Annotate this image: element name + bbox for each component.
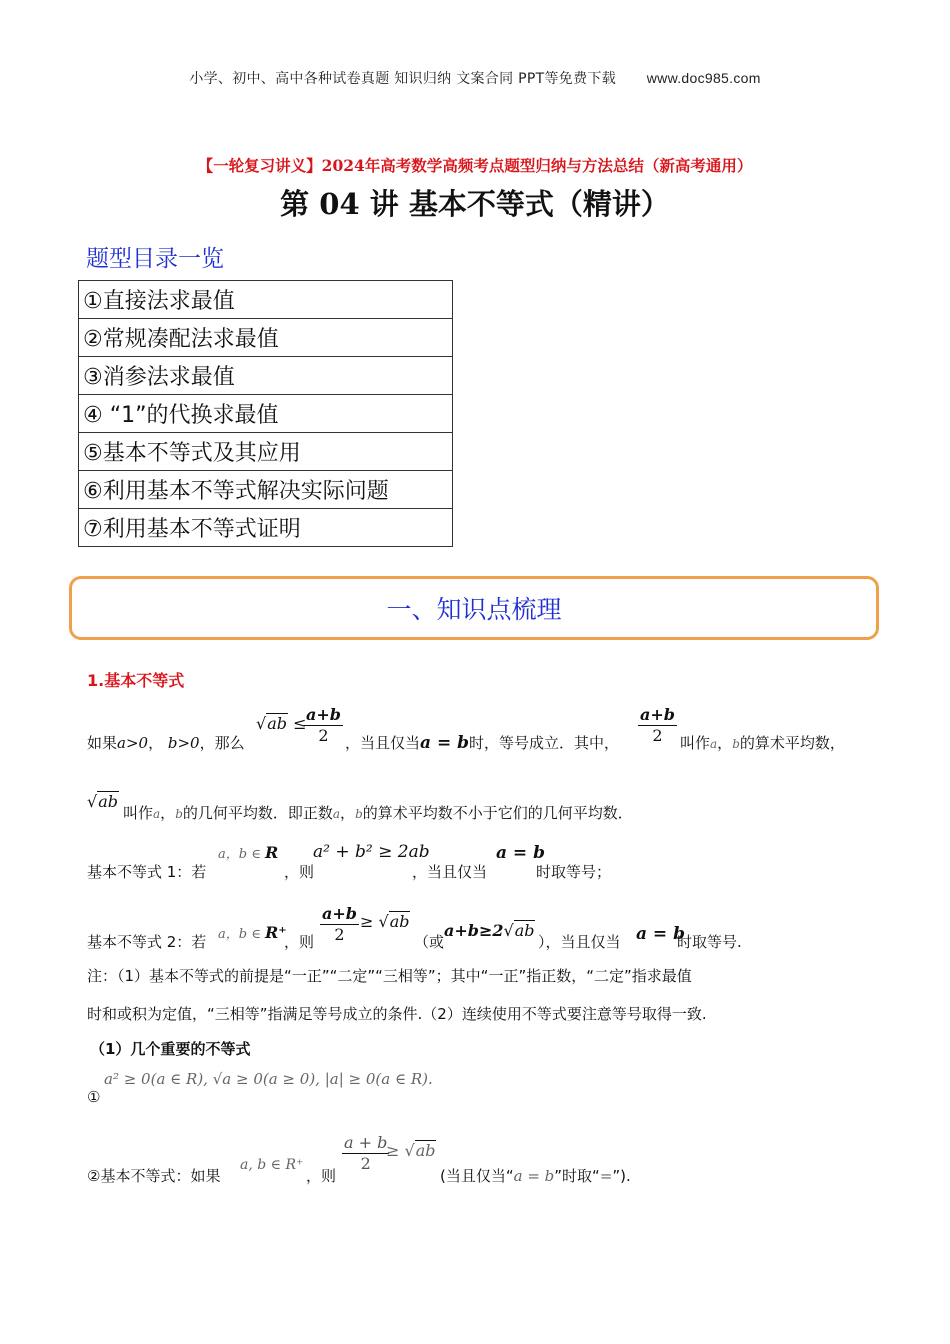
inequality-2-alt-open: （或	[414, 933, 445, 951]
toc-heading: 题型目录一览	[86, 246, 224, 272]
inequality-2-end: 时取等号.	[677, 933, 742, 951]
geq-sqrt-ab: ≥ √ab	[360, 912, 410, 931]
fraction-a-plus-b-over-2: $\frac{a + b}{2}$	[344, 1133, 388, 1173]
kp1-line1-a: 如果a>0， b>0，那么	[87, 734, 245, 752]
inequality-2-equality: a = b	[636, 924, 685, 944]
note-line-2: 时和或积为定值，“三相等”指满足等号成立的条件.（2）连续使用不等式要注意等号取得一致.	[87, 1005, 707, 1023]
inequality-1-equality: a = b	[496, 843, 545, 863]
sqrt-ab: √ab	[87, 792, 118, 811]
note-line-1: 注：（1）基本不等式的前提是“一正”“二定”“三相等”；其中“一正”指正数，“二定”指求最值	[87, 967, 692, 985]
inequality-2-alternative: a+b≥2√ab	[444, 921, 535, 940]
toc-item: ①直接法求最值	[79, 281, 453, 319]
inequality-1-expression: a² + b² ≥ 2ab	[313, 842, 430, 862]
inequality-1-then: ，则	[284, 863, 315, 881]
header-text: 小学、初中、高中各种试卷真题 知识归纳 文案合同 PPT等免费下载	[189, 71, 616, 87]
fraction-a-plus-b-over-2: $\frac{a+b}{2}$	[322, 904, 357, 944]
fraction-a-plus-b-over-2: $\frac{a+b}{2}$	[306, 705, 341, 745]
inequality-1-label: 基本不等式 1：若	[87, 863, 207, 881]
important-inequalities: a² ≥ 0(a ∈ R), √a ≥ 0(a ≥ 0), |a| ≥ 0(a ∈ R).	[104, 1070, 433, 1088]
inequality-2-then: ，则	[284, 933, 315, 951]
toc-item: ②常规凑配法求最值	[79, 319, 453, 357]
inequality-1-end: 时取等号；	[536, 863, 612, 881]
series-title: 【一轮复习讲义】2024年高考数学高频考点题型归纳与方法总结（新高考通用）	[197, 156, 753, 175]
toc-item: ⑥利用基本不等式解决实际问题	[79, 471, 453, 509]
site-header	[0, 68, 950, 88]
knowledge-point-title: 1.基本不等式	[87, 671, 185, 690]
lecture-title: 第 04 讲 基本不等式（精讲）	[280, 187, 670, 221]
toc-item: ④ “1”的代换求最值	[79, 395, 453, 433]
geq-sqrt-ab: ≥ √ab	[386, 1141, 436, 1160]
inequality-1-when: ，当且仅当	[412, 863, 488, 881]
subsection-title: （1）几个重要的不等式	[90, 1040, 251, 1058]
item-2-condition: a, b ∈ R⁺	[240, 1157, 304, 1173]
item-1-marker: ①	[87, 1088, 101, 1106]
toc-item: ③消参法求最值	[79, 357, 453, 395]
kp1-line2: 叫作a，b的几何平均数．即正数a，b的算术平均数不小于它们的几何平均数．	[123, 804, 633, 822]
toc-item: ⑦利用基本不等式证明	[79, 509, 453, 547]
toc-item: ⑤基本不等式及其应用	[79, 433, 453, 471]
fraction-a-plus-b-over-2: $\frac{a+b}{2}$	[640, 705, 675, 745]
inequality-1-condition: a，b ∈ R	[218, 843, 279, 862]
inequality-2-when: ），当且仅当	[538, 933, 621, 951]
inequality-2-condition: a，b ∈ R⁺	[218, 923, 287, 942]
sqrt-ab: √ab ≤	[256, 714, 307, 733]
kp1-line1-b: ，当且仅当a = b时，等号成立．其中，	[345, 733, 620, 753]
inequality-2-label: 基本不等式 2：若	[87, 933, 207, 951]
item-2-label: ②基本不等式：如果	[87, 1167, 221, 1185]
item-2-then: ，则	[306, 1167, 337, 1185]
kp1-line1-c: 叫作a，b的算术平均数，	[680, 734, 845, 752]
header-url[interactable]: www.doc985.com	[646, 70, 761, 86]
section-title: 一、知识点梳理	[386, 595, 562, 624]
toc-table	[78, 280, 453, 547]
item-2-note: (当且仅当“a = b”时取“=”).	[440, 1167, 631, 1185]
